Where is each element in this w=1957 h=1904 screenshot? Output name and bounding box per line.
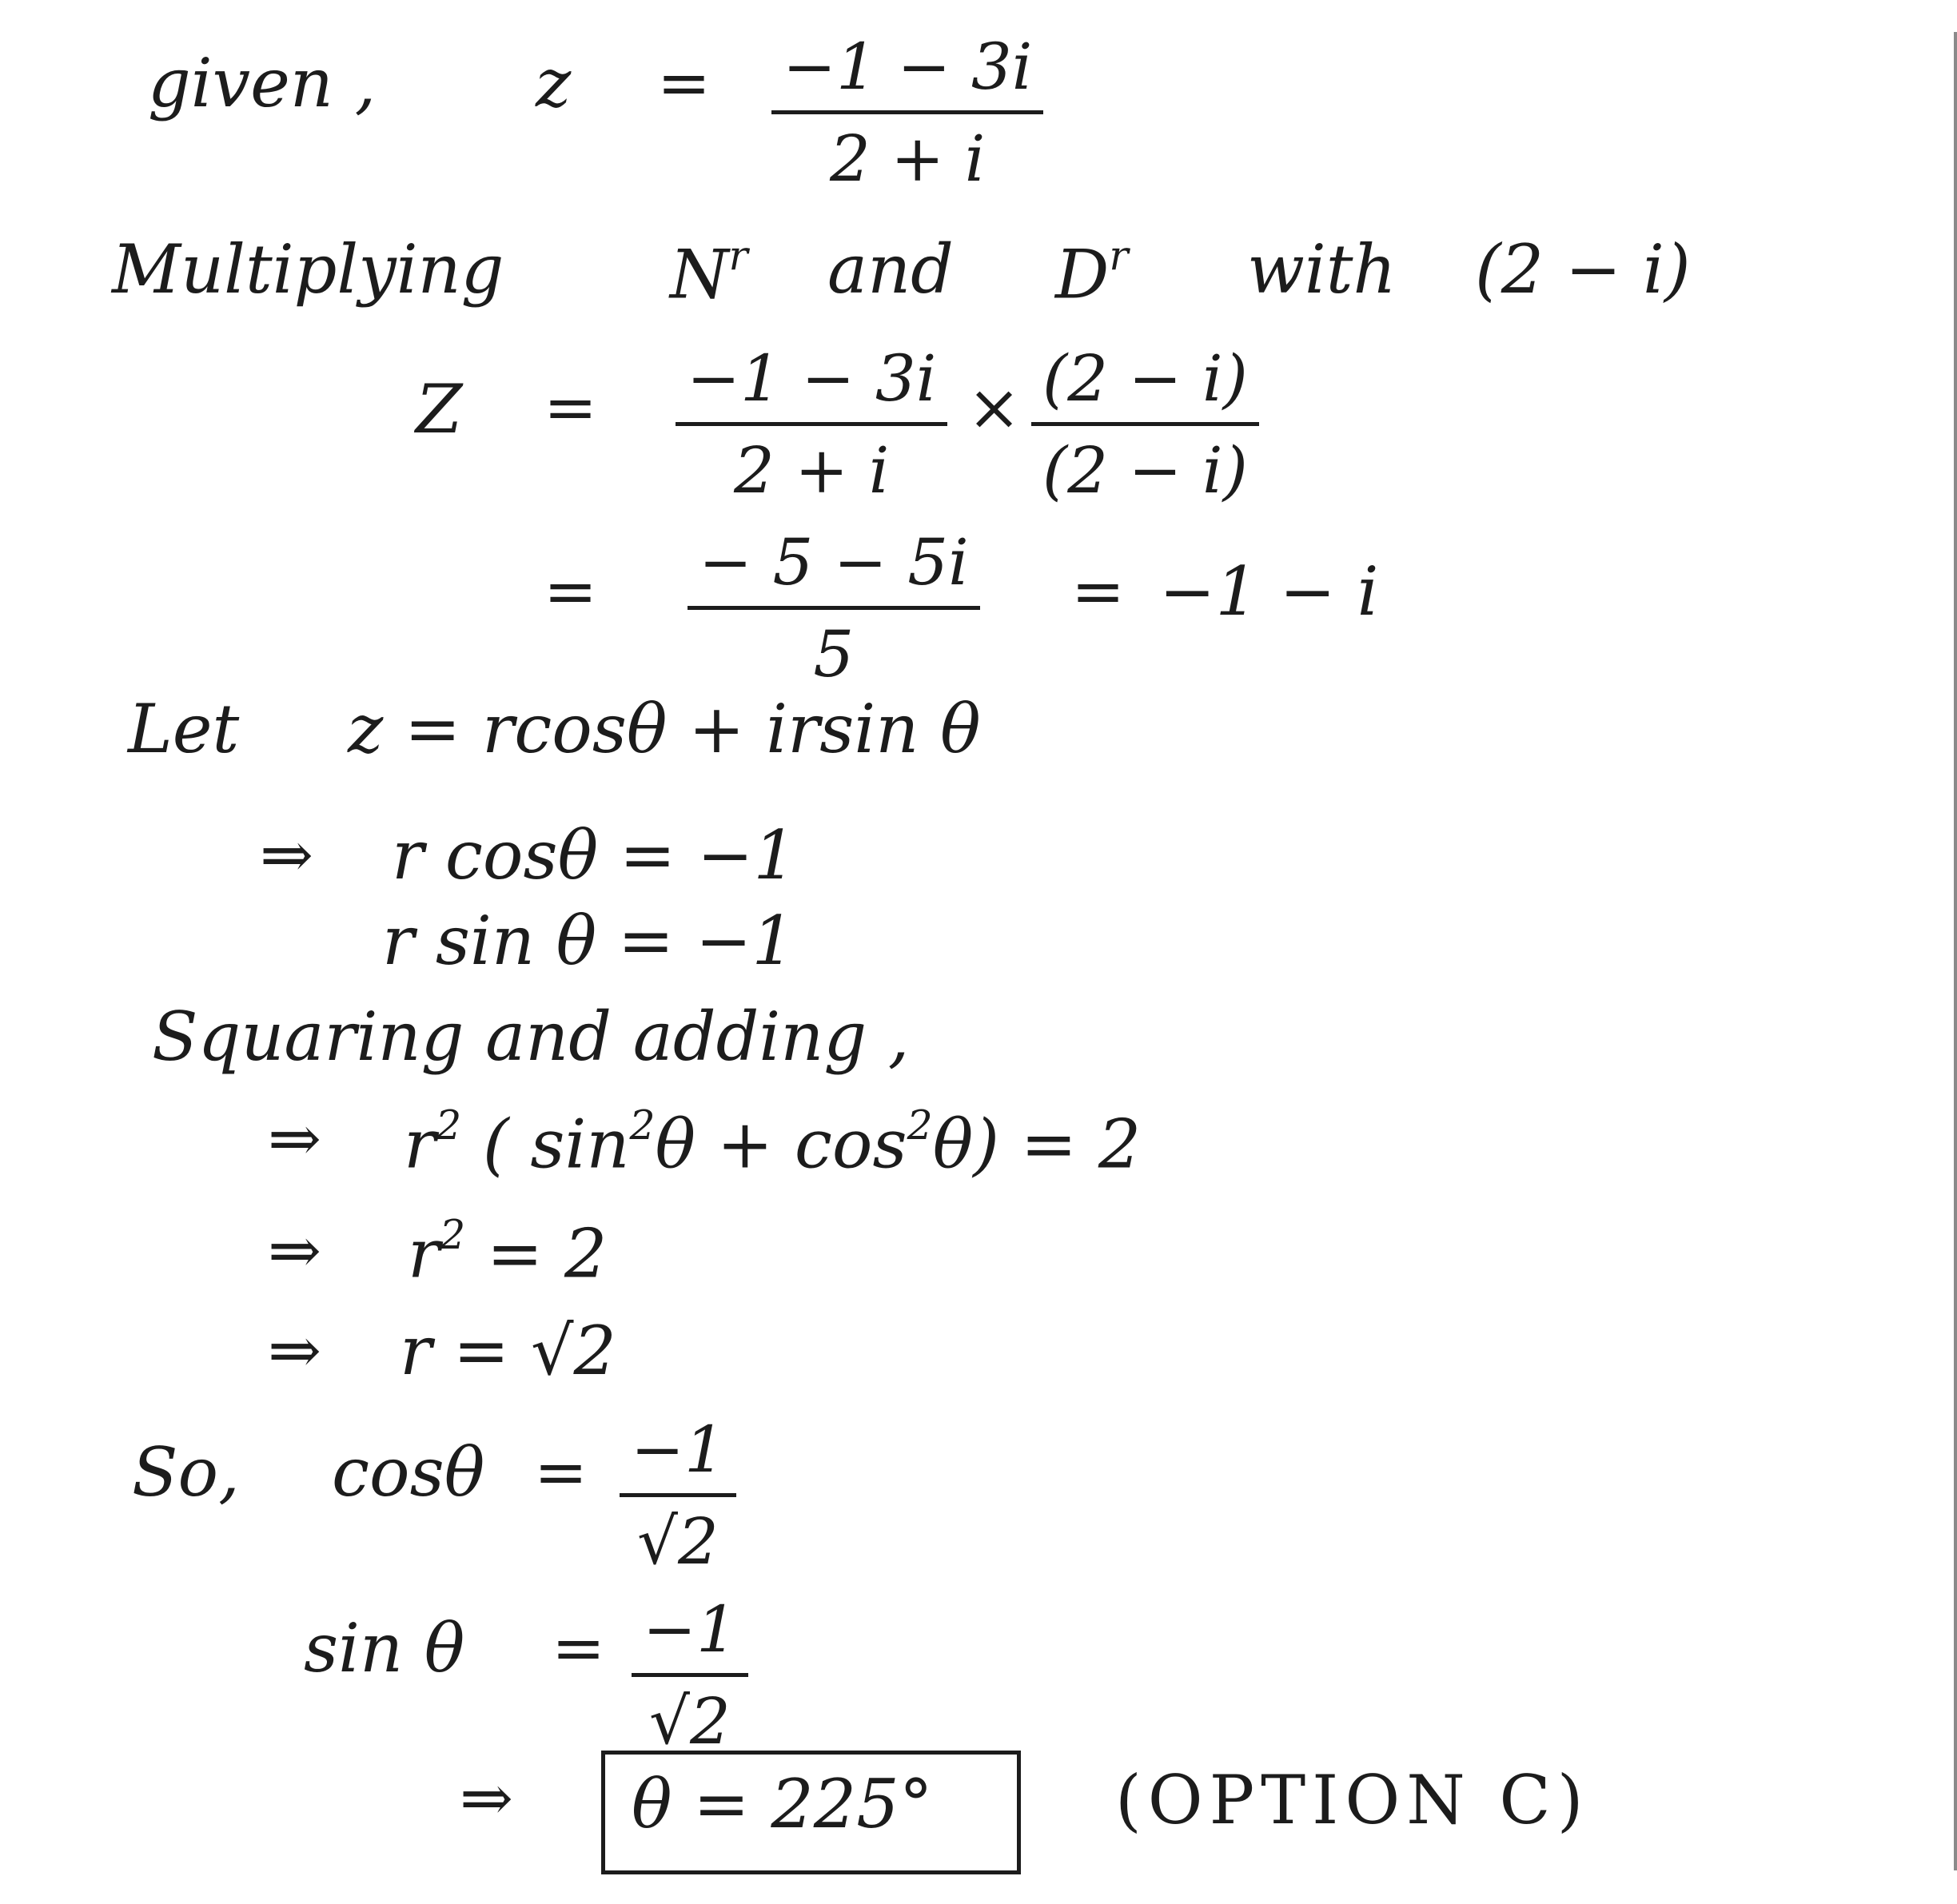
- implies-arrow-3: ⇒: [268, 1213, 322, 1288]
- multiplying-text: Multiplying: [112, 230, 504, 309]
- result-z: −1 − i: [1159, 552, 1379, 631]
- fraction-conjugate: $\frac{(2 - i)}{(2 - i)}$: [1031, 344, 1259, 506]
- paper-edge: [1954, 32, 1957, 1870]
- numerator-abbr: $N^r$: [670, 232, 748, 314]
- given-label: given ,: [148, 44, 377, 122]
- cos-label: cosθ: [332, 1433, 485, 1512]
- cos-fraction: $\frac{-1}{√2}$: [620, 1415, 736, 1577]
- equals-sign-sin: =: [552, 1611, 606, 1685]
- conjugate-text: (2 − i): [1475, 230, 1691, 309]
- equals-sign: =: [657, 46, 711, 120]
- r-value-equation: r = √2: [400, 1312, 616, 1390]
- implies-arrow-5: ⇒: [460, 1761, 514, 1835]
- rsin-equation: r sin θ = −1: [382, 902, 795, 980]
- final-answer: θ = 225°: [632, 1765, 933, 1843]
- squaring-text: Squaring and adding ,: [152, 998, 910, 1076]
- and-text: and: [827, 230, 954, 309]
- sin-fraction: $\frac{-1}{√2}$: [632, 1595, 748, 1757]
- implies-arrow-2: ⇒: [268, 1101, 322, 1176]
- equals-sign-3: =: [544, 554, 598, 628]
- fraction-simplified: $\frac{- 5 - 5i}{5}$: [688, 528, 980, 690]
- implies-arrow: ⇒: [260, 818, 314, 892]
- r-squared-equation: $r^2 = 2$: [408, 1211, 608, 1293]
- rcos-equation: r cosθ = −1: [392, 816, 796, 894]
- with-text: with: [1247, 230, 1397, 309]
- fraction-denominator: 2 + i: [829, 121, 986, 196]
- equals-sign-cos: =: [534, 1435, 588, 1509]
- polar-form: z = rcosθ + irsin θ: [348, 690, 981, 768]
- let-label: Let: [128, 690, 240, 768]
- z-variable: z: [536, 44, 572, 122]
- sin-label: sin θ: [304, 1609, 465, 1687]
- sum-equation: $r^2$ ( $\sin^2\theta + \cos^2\theta) = 2$: [404, 1101, 1142, 1184]
- fraction-numerator: −1 − 3i: [771, 32, 1043, 114]
- equals-sign-4: =: [1071, 554, 1126, 628]
- option-label: (OPTION C): [1115, 1761, 1590, 1839]
- equals-sign-2: =: [544, 370, 598, 444]
- times-sign: ×: [967, 370, 1022, 444]
- fraction-original: $\frac{-1 - 3i}{2 + i}$: [676, 344, 947, 506]
- implies-arrow-4: ⇒: [268, 1313, 322, 1388]
- denominator-abbr: $D^r$: [1055, 232, 1129, 314]
- z-variable-2: Z: [416, 370, 463, 448]
- so-label: So,: [132, 1433, 240, 1512]
- fraction-given: [771, 32, 1043, 194]
